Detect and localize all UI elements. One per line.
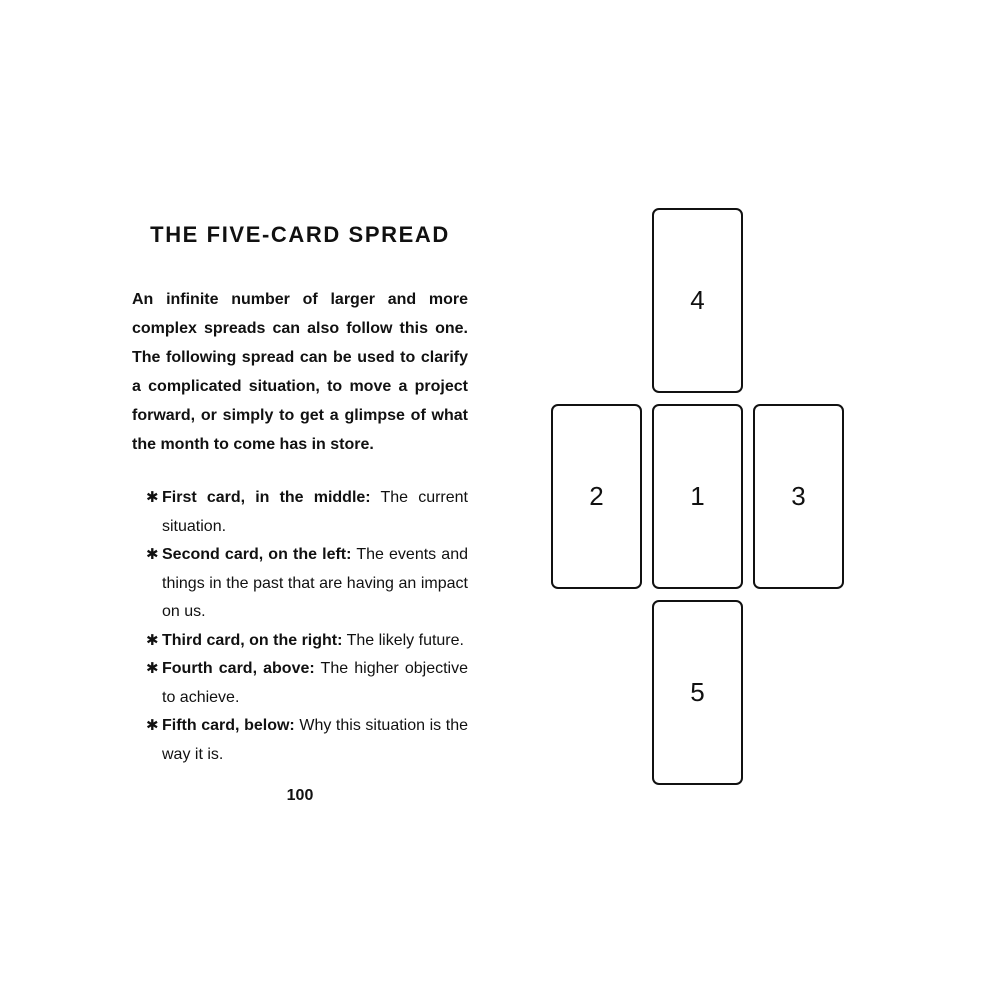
card-top: 4 [652, 208, 743, 393]
bullet-star-icon: ✱ [146, 717, 159, 734]
page-number: 100 [286, 787, 314, 804]
bullet-lead: First card, in the middle: [162, 489, 371, 506]
bullet-text: The events and things in the past that are having an impact on us. [162, 546, 469, 620]
bullet-star-icon: ✱ [146, 631, 159, 649]
card-center: 1 [652, 404, 743, 589]
bullet-star-icon: ✱ [146, 546, 159, 563]
card-right: 3 [753, 404, 844, 589]
list-item-first-card [146, 484, 468, 541]
bullet-lead: Second card, on the left: [162, 546, 352, 563]
bullet-star-icon: ✱ [146, 489, 159, 506]
list-item-third-card [146, 627, 468, 656]
bullet-text: The higher objective to achieve. [162, 660, 468, 706]
bullet-text: The current situation. [162, 489, 468, 535]
list-item-fifth-card [146, 712, 468, 769]
bullet-text: The likely future. [342, 631, 464, 649]
card-bottom: 5 [652, 600, 743, 785]
intro-paragraph: An infinite number of larger and more complex spreads can also follow this one. The following spread can be used to clarify a complicated situation, to move a project forward, or simply to get a glimpse of what the month to come has in store. [132, 291, 468, 453]
list-item-fourth-card [146, 655, 468, 712]
bullet-star-icon: ✱ [146, 660, 159, 677]
bullet-lead: Fourth card, above: [162, 660, 315, 677]
card-left: 2 [551, 404, 642, 589]
bullet-text: Why this situation is the way it is. [162, 717, 469, 763]
card-meaning-list [146, 484, 468, 769]
bullet-lead: Third card, on the right: [162, 631, 343, 649]
page-title: THE FIVE-CARD SPREAD [150, 222, 450, 247]
list-item-second-card [146, 541, 468, 627]
bullet-lead: Fifth card, below: [162, 717, 295, 734]
